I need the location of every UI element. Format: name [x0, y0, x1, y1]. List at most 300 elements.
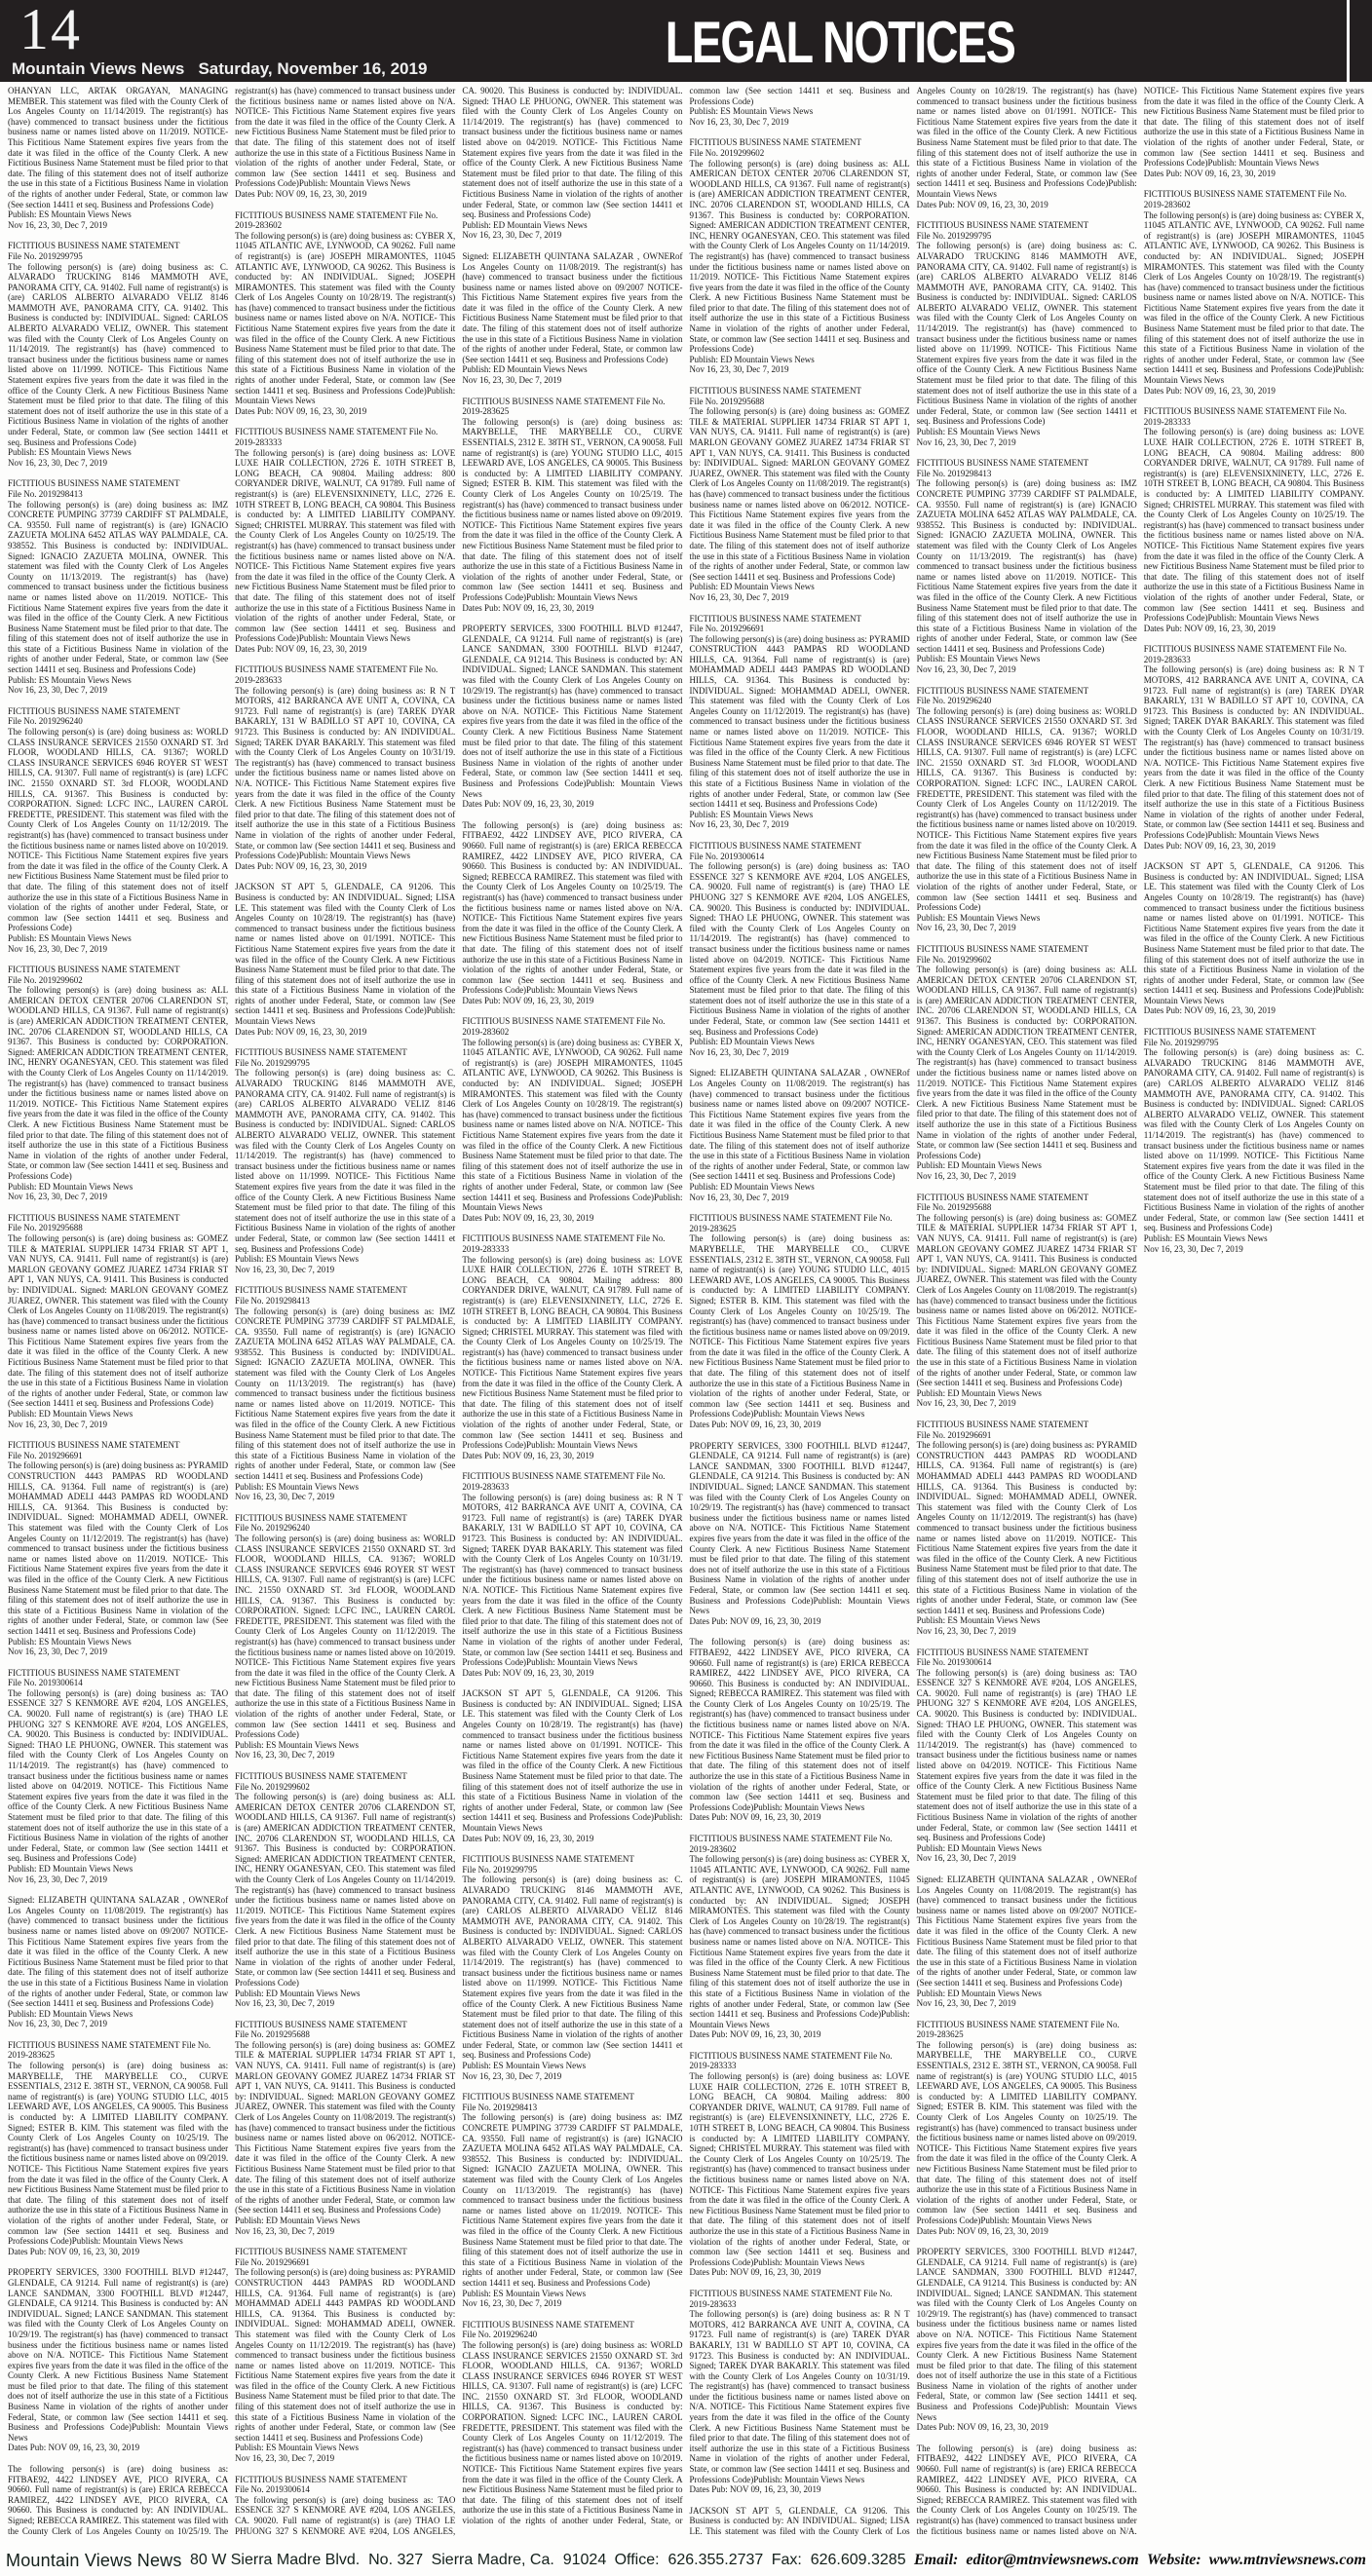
notice-publish-line: Dates Pub: NOV 09, 16, 23, 30, 2019 — [1143, 168, 1276, 178]
notice-header-line: FICTITIOUS BUSINESS NAME STATEMENT — [916, 685, 1089, 696]
legal-notice — [1144, 644, 1364, 851]
notice-header-line: File No. 2019299602 — [916, 954, 992, 965]
legal-notice — [689, 2289, 909, 2495]
notice-header-line: File No. 2019300614 — [235, 2484, 310, 2495]
notice-body: The following person(s) is (are) doing business as: WORLD CLASS INSURANCE SERVICES 21550 OXNARD ST. 3rd FLOOR, WOODLAND HILLS, CA. 91367; WORLD CLASS INSURANCE SERVICES 6946 ROYER ST WEST HILLS, CA. 91307. Full name of registrant(s) is (are) LCFC INC. 21550 OXNARD ST. 3rd FLOOR, WOODLAND HILLS, CA. 91367. This Business is conducted by: CORPORATION. Signed: LCFC INC., LAUREN CAROL FREDETTE, PRESIDENT. This statement was filed with the County Clerk of Los Angeles County on 11/12/2019. The registrant(s) has (have) commenced to transact business under the fictitious business name or names listed above on 10/2019. NOTICE- This Fictitious Name Statement expires five years from the date it was filed in the office of the County Clerk. A new Fictitious Business Name Statement must be filed prior to that date. The filing of this statement does not of itself authorize the use in this state of a Fictitious Business Name in violation of the rights of another under Federal, State, or common law (See section 14411 et seq. Business and Professions Code) — [916, 705, 1137, 913]
notice-publish-line: Nov 16, 23, 30, Dec 7, 2019 — [8, 1647, 107, 1657]
notice-header-line: 2019-283633 — [689, 2298, 737, 2309]
notice-publish-line: Nov 16, 23, 30, Dec 7, 2019 — [235, 1492, 335, 1502]
notice-header-line: FICTITIOUS BUSINESS NAME STATEMENT — [689, 386, 862, 397]
legal-notice — [1144, 189, 1364, 396]
notice-publish-line: Publish: ED Mountain Views News — [235, 1988, 361, 1998]
notice-body: JACKSON ST APT 5, GLENDALE, CA 91206. This Business is conducted by: AN INDIVIDUAL. Signed; LISA LE. This statement was filed with the County Clerk of Los Angeles County on 10/28/19. The registrant(s) has (have) commenced to transact business under the fictitious business name or names listed above on 01/1991. NOTICE- This Fictitious Name Statement expires five years from the date it was filed in the office of the County Clerk. A new Fictitious Business Name Statement must be filed prior to that date. The filing of this statement does not of itself authorize the use in this state of a Fictitious Business Name in violation of the rights of another under Federal, State, or common law (See section 14411 et seq. Business and Professions Code)Publish: Mountain Views News — [689, 86, 1137, 2536]
notice-publish-line: Nov 16, 23, 30, Dec 7, 2019 — [235, 2453, 335, 2464]
notice-header-line: File No. 2019296240 — [235, 1523, 310, 1534]
notice-publish-line: Publish: ED Mountain Views News — [8, 1409, 133, 1420]
notice-publish-line: Nov 16, 23, 30, Dec 7, 2019 — [235, 1750, 335, 1761]
notice-publish-line: Nov 16, 23, 30, Dec 7, 2019 — [689, 591, 789, 602]
notice-header-line: FICTITIOUS BUSINESS NAME STATEMENT — [8, 1212, 180, 1223]
notice-body: PROPERTY SERVICES, 3300 FOOTHILL BLVD #12447, GLENDALE, CA 91214. Full name of registrant(s) is (are) LANCE SANDMAN, 3300 FOOTHILL BLVD #12447, GLENDALE, CA 91214. This Business is conducted by: AN INDIVIDUAL. Signed; LANCE SANDMAN. This statement was filed with the County Clerk of Los Angeles County on 10/29/19. The registrant(s) has (have) commenced to transact business under the fictitious business name or names listed above on N/A. NOTICE- This Fictitious Name Statement expires five years from the date it was filed in the office of the County Clerk. A new Fictitious Business Name Statement must be filed prior to that date. The filing of this statement does not of itself authorize the use in this state of a Fictitious Business Name in violation of the rights of another under Federal, State, or common law (See section 14411 et seq. Business and Professions Code)Publish: Mountain Views News — [8, 2267, 229, 2443]
legal-notice — [8, 478, 228, 695]
notice-publish-line: Nov 16, 23, 30, Dec 7, 2019 — [916, 1170, 1016, 1181]
legal-notice — [235, 427, 455, 654]
notice-header-line: FICTITIOUS BUSINESS NAME STATEMENT File No. — [235, 427, 438, 437]
notice-header-line: 2019-283633 — [1143, 654, 1191, 664]
notice-publish-line: Dates Pub: NOV 09, 16, 23, 30, 2019 — [462, 1833, 594, 1843]
notice-header-line: FICTITIOUS BUSINESS NAME STATEMENT — [689, 613, 862, 624]
notice-publish-line: Publish: ED Mountain Views News — [462, 364, 588, 375]
legal-notice — [917, 944, 1137, 1182]
legal-notice — [8, 2267, 228, 2453]
notice-header-line: File No. 2019299795 — [1143, 1037, 1219, 1047]
legal-notice — [462, 2092, 682, 2308]
footer-email: Email: editor@mtnviewsnews.com — [914, 2552, 1139, 2568]
notice-header-line: FICTITIOUS BUSINESS NAME STATEMENT — [8, 241, 180, 251]
notice-publish-line: Publish: ES Mountain Views News — [462, 2061, 587, 2071]
legal-notice — [235, 1285, 455, 1501]
notice-publish-line: Publish: ED Mountain Views News — [916, 1842, 1042, 1853]
legal-notice — [462, 1016, 682, 1223]
notice-body: The following person(s) is (are) doing business as: LOVE LUXE HAIR COLLECTION, 2726 E. 10TH STREET B, LONG BEACH, CA 90804. Mailing address: 800 CORYANDER DRIVE, WALNUT, CA 91789. Full name of registrant(s) is (are) ELEVENSIXNINETY, LLC, 2726 E. 10TH STREET B, LONG BEACH, CA 90804. This Business is conducted by: A LIMITED LIABILITY COMPANY. Signed; CHRISTEL MURRAY. This statement was filed with the County Clerk of Los Angeles County on 10/25/19. The registrant(s) has (have) commenced to transact business under the fictitious business name or names listed above on N/A. NOTICE- This Fictitious Name Statement expires five years from the date it was filed in the office of the County Clerk. A new Fictitious Business Name Statement must be filed prior to that date. The filing of this statement does not of itself authorize the use in this state of a Fictitious Business Name in violation of the rights of another under Federal, State, or common law (See section 14411 et seq. Business and Professions Code)Publish: Mountain Views News — [1143, 427, 1364, 624]
legal-notice — [235, 2247, 455, 2463]
notice-body: The following person(s) is (are) doing business as: LOVE LUXE HAIR COLLECTION, 2726 E. 10TH STREET B, LONG BEACH, CA 90804. Mailing address: 800 CORYANDER DRIVE, WALNUT, CA 91789. Full name of registrant(s) is (are) ELEVENSIXNINETY, LLC, 2726 E. 10TH STREET B, LONG BEACH, CA 90804. This Business is conducted by: A LIMITED LIABILITY COMPANY. Signed; CHRISTEL MURRAY. This statement was filed with the County Clerk of Los Angeles County on 10/25/19. The registrant(s) has (have) commenced to transact business under the fictitious business name or names listed above on N/A. NOTICE- This Fictitious Name Statement expires five years from the date it was filed in the office of the County Clerk. A new Fictitious Business Name Statement must be filed prior to that date. The filing of this statement does not of itself authorize the use in this state of a Fictitious Business Name in violation of the rights of another under Federal, State, or common law (See section 14411 et seq. Business and Professions Code)Publish: Mountain Views News — [235, 447, 456, 644]
notice-body: The following person(s) is (are) doing business as: GOMEZ TILE & MATERIAL SUPPLIER 14734 FRIAR ST APT 1, VAN NUYS, CA. 91411. Full name of registrant(s) is (are) MARLON GEOVANY GOMEZ JUAREZ 14734 FRIAR ST APT 1, VAN NUYS, CA. 91411. This Business is conducted by: INDIVIDUAL. Signed: MARLON GEOVANY GOMEZ JUAREZ, OWNER. This statement was filed with the County Clerk of Los Angeles County on 11/08/2019. The registrant(s) has (have) commenced to transact business under the fictitious business name or names listed above on 06/2012. NOTICE- This Fictitious Name Statement expires five years from the date it was filed in the office of the County Clerk. A new Fictitious Business Name Statement must be filed prior to that date. The filing of this statement does not of itself authorize the use in this state of a Fictitious Business Name in violation of the rights of another under Federal, State, or common law (See section 14411 et seq. Business and Professions Code) — [8, 1232, 229, 1409]
notice-body: The following person(s) is (are) doing business as: TAO ESSENCE 327 S KENMORE AVE #204, LOS ANGELES, CA. 90020. Full name of registrant(s) is (are) THAO LE PHUONG 327 S KENMORE AVE #204, LOS ANGELES, CA. 90020. This Business is conducted by: INDIVIDUAL. Signed: THAO LE PHUONG, OWNER. This statement was filed with the County Clerk of Los Angeles County on 11/14/2019. The registrant(s) has (have) commenced to transact business under the fictitious business name or names listed above on 04/2019. NOTICE- This Fictitious Name Statement expires five years from the date it was filed in the office of the County Clerk. A new Fictitious Business Name Statement must be filed prior to that date. The filing of this statement does not of itself authorize the use in this state of a Fictitious Business Name in violation of the rights of another under Federal, State, or common law (See section 14411 et seq. Business and Professions Code) — [916, 1667, 1137, 1843]
notice-body: The following person(s) is (are) doing business as: C. ALVARADO TRUCKING 8146 MAMMOTH AVE, PANORAMA CITY, CA. 91402. Full name of registrant(s) is (are) CARLOS ALBERTO ALVARADO VELIZ 8146 MAMMOTH AVE, PANORAMA CITY, CA. 91402. This Business is conducted by: INDIVIDUAL. Signed: CARLOS ALBERTO ALVARADO VELIZ, OWNER. This statement was filed with the County Clerk of Los Angeles County on 11/14/2019. The registrant(s) has (have) commenced to transact business under the fictitious business name or names listed above on 11/1999. NOTICE- This Fictitious Name Statement expires five years from the date it was filed in the office of the County Clerk. A new Fictitious Business Name Statement must be filed prior to that date. The filing of this statement does not of itself authorize the use in this state of a Fictitious Business Name in violation of the rights of another under Federal, State, or common law (See section 14411 et seq. Business and Professions Code) — [235, 1068, 456, 1254]
legal-notice — [235, 882, 455, 1037]
notice-publish-line: Nov 16, 23, 30, Dec 7, 2019 — [235, 2225, 335, 2236]
notice-body: OHANYAN LLC, ARTAK ORGAYAN, MANAGING MEMBER. This statement was filed with the County Clerk of Los Angeles County on 11/14/2019. The registrant(s) has (have) commenced to transact business under the fictitious business name or names listed above on 11/2019. NOTICE- This Fictitious Name Statement expires five years from the date it was filed in the office of the County Clerk. A new Fictitious Business Name Statement must be filed prior to that date. The filing of this statement does not of itself authorize the use in this state of a Fictitious Business Name in violation of the rights of another under Federal, State, or common law (See section 14411 et seq. Business and Professions Code) — [8, 86, 229, 209]
notice-publish-line: Nov 16, 23, 30, Dec 7, 2019 — [8, 943, 107, 954]
notice-header-line: FICTITIOUS BUSINESS NAME STATEMENT File No. — [235, 664, 438, 675]
notice-publish-line: Nov 16, 23, 30, Dec 7, 2019 — [8, 2019, 107, 2029]
notice-body: JACKSON ST APT 5, GLENDALE, CA 91206. This Business is conducted by: AN INDIVIDUAL. Signed; LISA LE. This statement was filed with the County Clerk of Los Angeles County on 10/28/19. The registrant(s) has (have) commenced to transact business under the fictitious business name or names listed above on 01/1991. NOTICE- This Fictitious Name Statement expires five years from the date it was filed in the office of the County Clerk. A new Fictitious Business Name Statement must be filed prior to that date. The filing of this statement does not of itself authorize the use in this state of a Fictitious Business Name in violation of the rights of another under Federal, State, or common law (See section 14411 et seq. Business and Professions Code)Publish: Mountain Views News — [1143, 861, 1364, 1005]
notice-publish-line: Publish: ES Mountain Views News — [916, 912, 1041, 923]
notice-header-line: File No. 2019299602 — [235, 1781, 310, 1792]
notice-body: Signed: ELIZABETH QUINTANA SALAZAR , OWNERof Los Angeles County on 11/08/2019. The registrant(s) has (have) commenced to transact business under the fictitious business name or names listed above on 09/2007 NOTICE- This Fictitious Name Statement expires five years from the date it was filed in the office of the County Clerk. A new Fictitious Business Name Statement must be filed prior to that date. The filing of this statement does not of itself authorize the use in this state of a Fictitious Business Name in violation of the rights of another under Federal, State, or common law (See section 14411 et seq. Business and Professions Code) — [462, 250, 683, 364]
notice-publish-line: Dates Pub: NOV 09, 16, 23, 30, 2019 — [1143, 840, 1276, 851]
notice-header-line: 2019-283633 — [235, 675, 283, 686]
notice-publish-line: Dates Pub: NOV 09, 16, 23, 30, 2019 — [689, 1420, 821, 1430]
legal-notice — [8, 2040, 228, 2256]
page-number: 14 — [19, 0, 82, 61]
notice-header-line: File No. 2019300614 — [916, 1657, 992, 1668]
notice-body: Signed: ELIZABETH QUINTANA SALAZAR , OWNERof Los Angeles County on 11/08/2019. The registrant(s) has (have) commenced to transact business under the fictitious business name or names listed above on 09/2007 NOTICE- This Fictitious Name Statement expires five years from the date it was filed in the office of the County Clerk. A new Fictitious Business Name Statement must be filed prior to that date. The filing of this statement does not of itself authorize the use in this state of a Fictitious Business Name in violation of the rights of another under Federal, State, or common law (See section 14411 et seq. Business and Professions Code) — [8, 1895, 229, 2009]
notice-header-line: File No. 2019296240 — [916, 696, 992, 706]
notice-header-line: FICTITIOUS BUSINESS NAME STATEMENT File No. 2019-283625 — [689, 1213, 893, 1233]
notice-publish-line: Publish: ED Mountain Views News — [462, 219, 588, 230]
legal-notice — [8, 1213, 228, 1429]
legal-notice — [462, 1233, 682, 1460]
notice-publish-line: Nov 16, 23, 30, Dec 7, 2019 — [689, 1192, 789, 1202]
legal-notice — [689, 2051, 909, 2278]
notice-header-line: FICTITIOUS BUSINESS NAME STATEMENT File No. — [689, 2288, 893, 2298]
legal-notice — [8, 1668, 228, 1884]
notice-header-line: 2019-283333 — [1143, 416, 1191, 427]
notice-header-line: File No. 2019295688 — [235, 2029, 310, 2040]
masthead-dateline: Mountain Views News Saturday, November 16, 2019 — [12, 59, 428, 78]
notice-publish-line: Nov 16, 23, 30, Dec 7, 2019 — [916, 1625, 1016, 1636]
notice-publish-line: Nov 16, 23, 30, Dec 7, 2019 — [8, 1874, 107, 1884]
notice-publish-line: Publish: ED Mountain Views News — [8, 2008, 133, 2019]
notice-publish-line: Nov 16, 23, 30, Dec 7, 2019 — [916, 1853, 1016, 1864]
section-title: LEGAL NOTICES — [665, 10, 1015, 75]
notice-publish-line: Nov 16, 23, 30, Dec 7, 2019 — [689, 116, 789, 127]
notice-body: The following person(s) is (are) doing business as: WORLD CLASS INSURANCE SERVICES 21550 OXNARD ST. 3rd FLOOR, WOODLAND HILLS, CA. 91367; WORLD CLASS INSURANCE SERVICES 6946 ROYER ST WEST HILLS, CA. 91307. Full name of registrant(s) is (are) LCFC INC. 21550 OXNARD ST. 3rd FLOOR, WOODLAND HILLS, CA. 91367. This Business is conducted by: CORPORATION. Signed: LCFC INC., LAUREN CAROL FREDETTE, PRESIDENT. This statement was filed with the County Clerk of Los Angeles County on 11/12/2019. The registrant(s) has (have) commenced to transact business under the fictitious business name or names listed above on 10/2019. NOTICE- This Fictitious Name Statement expires five years from the date it was filed in the office of the County Clerk. A new Fictitious Business Name Statement must be filed prior to that date. The filing of this statement does not of itself authorize the use in this state of a Fictitious Business Name in violation of the rights of another under Federal, State, or common law (See section 14411 et seq. Business and Professions Code) — [8, 727, 229, 933]
notice-publish-line: Nov 16, 23, 30, Dec 7, 2019 — [462, 2070, 562, 2081]
legal-notice — [917, 2247, 1137, 2433]
notice-header-line: FICTITIOUS BUSINESS NAME STATEMENT File No. — [1143, 644, 1347, 655]
notice-body: The following person(s) is (are) doing business as: ALL AMERICAN DETOX CENTER 20706 CLARENDON ST, WOODLAND HILLS, CA 91367. Full name of registrant(s) is (are) AMERICAN ADDICTION TREATMENT CENTER, INC. 20706 CLARENDON ST, WOODLAND HILLS, CA 91367. This Business is conducted by: CORPORATION. Signed: AMERICAN ADDICTION TREATMENT CENTER, INC, HENRY OGANESYAN, CEO. This statement was filed with the County Clerk of Los Angeles County on 11/14/2019. The registrant(s) has (have) commenced to transact business under the fictitious business name or names listed above on 11/2019. NOTICE- This Fictitious Name Statement expires five years from the date it was filed in the office of the County Clerk. A new Fictitious Business Name Statement must be filed prior to that date. The filing of this statement does not of itself authorize the use in this state of a Fictitious Business Name in violation of the rights of another under Federal, State, or common law (See section 14411 et seq. Business and Professions Code) — [8, 985, 229, 1181]
notice-publish-line: Dates Pub: NOV 09, 16, 23, 30, 2019 — [689, 1615, 821, 1626]
legal-notice — [689, 1068, 909, 1202]
notice-body: JACKSON ST APT 5, GLENDALE, CA 91206. This Business is conducted by: AN INDIVIDUAL. Signed; LISA LE. This statement was filed with the County Clerk of Los Angeles County on 10/28/19. The registrant(s) has (have) commenced to transact business under the fictitious business name or names listed above on 01/1991. NOTICE- This Fictitious Name Statement expires five years from the date it was filed in the office of the County Clerk. A new Fictitious Business Name Statement must be filed prior to that date. The filing of this statement does not of itself authorize the use in this state of a Fictitious Business Name in violation of the rights of another under Federal, State, or common law (See section 14411 et seq. Business and Professions Code)Publish: Mountain Views News — [462, 1688, 683, 1833]
notice-header-line: FICTITIOUS BUSINESS NAME STATEMENT — [462, 2092, 634, 2102]
notice-header-line: File No. 2019298413 — [916, 468, 992, 478]
notice-publish-line: Nov 16, 23, 30, Dec 7, 2019 — [916, 923, 1016, 933]
notice-publish-line: Dates Pub: NOV 09, 16, 23, 30, 2019 — [8, 2246, 140, 2256]
notice-header-line: FICTITIOUS BUSINESS NAME STATEMENT File No. 2019-283625 — [916, 2019, 1120, 2040]
notice-header-line: 2019-283333 — [689, 2061, 737, 2071]
notice-publish-line: Publish: ED Mountain Views News — [689, 1181, 815, 1192]
notice-publish-line: Publish: ED Mountain Views News — [8, 1863, 133, 1874]
legal-notice — [8, 241, 228, 468]
notice-body: PROPERTY SERVICES, 3300 FOOTHILL BLVD #12447, GLENDALE, CA 91214. Full name of registrant(s) is (are) LANCE SANDMAN, 3300 FOOTHILL BLVD #12447, GLENDALE, CA 91214. This Business is conducted by: AN INDIVIDUAL. Signed; LANCE SANDMAN. This statement was filed with the County Clerk of Los Angeles County on 10/29/19. The registrant(s) has (have) commenced to transact business under the fictitious business name or names listed above on N/A. NOTICE- This Fictitious Name Statement expires five years from the date it was filed in the office of the County Clerk. A new Fictitious Business Name Statement must be filed prior to that date. The filing of this statement does not of itself authorize the use in this state of a Fictitious Business Name in violation of the rights of another under Federal, State, or common law (See section 14411 et seq. Business and Professions Code)Publish: Mountain Views News — [916, 2247, 1137, 2422]
legal-notice — [8, 86, 228, 230]
notice-publish-line: Publish: ES Mountain Views News — [8, 674, 132, 685]
legal-notice — [689, 1834, 909, 2040]
notice-header-line: File No. 2019295688 — [8, 1223, 83, 1233]
notice-publish-line: Publish: ES Mountain Views News — [235, 1481, 359, 1492]
notice-publish-line: Dates Pub: NOV 09, 16, 23, 30, 2019 — [235, 188, 367, 199]
notice-body: The following person(s) is (are) doing business as: GOMEZ TILE & MATERIAL SUPPLIER 14734 FRIAR ST APT 1, VAN NUYS, CA. 91411. Full name of registrant(s) is (are) MARLON GEOVANY GOMEZ JUAREZ 14734 FRIAR ST APT 1, VAN NUYS, CA. 91411. This Business is conducted by: INDIVIDUAL. Signed: MARLON GEOVANY GOMEZ JUAREZ, OWNER. This statement was filed with the County Clerk of Los Angeles County on 11/08/2019. The registrant(s) has (have) commenced to transact business under the fictitious business name or names listed above on 06/2012. NOTICE- This Fictitious Name Statement expires five years from the date it was filed in the office of the County Clerk. A new Fictitious Business Name Statement must be filed prior to that date. The filing of this statement does not of itself authorize the use in this state of a Fictitious Business Name in violation of the rights of another under Federal, State, or common law (See section 14411 et seq. Business and Professions Code) — [689, 406, 910, 582]
notice-body: The following person(s) is (are) doing business as: C. ALVARADO TRUCKING 8146 MAMMOTH AVE, PANORAMA CITY, CA. 91402. Full name of registrant(s) is (are) CARLOS ALBERTO ALVARADO VELIZ 8146 MAMMOTH AVE, PANORAMA CITY, CA. 91402. This Business is conducted by: INDIVIDUAL. Signed: CARLOS ALBERTO ALVARADO VELIZ, OWNER. This statement was filed with the County Clerk of Los Angeles County on 11/14/2019. The registrant(s) has (have) commenced to transact business under the fictitious business name or names listed above on 11/1999. NOTICE- This Fictitious Name Statement expires five years from the date it was filed in the office of the County Clerk. A new Fictitious Business Name Statement must be filed prior to that date. The filing of this statement does not of itself authorize the use in this state of a Fictitious Business Name in violation of the rights of another under Federal, State, or common law (See section 14411 et seq. Business and Professions Code) — [8, 261, 229, 447]
legal-notice — [235, 1513, 455, 1761]
legal-notice — [689, 1213, 909, 1429]
notice-body: The following person(s) is (are) doing business as: MARYBELLE, THE MARYBELLE CO., CURVE ESSENTIALS, 2312 E. 38TH ST., VERNON, CA 90058. Full name of registrant(s) is (are) YOUNG STUDIO LLC, 4015 LEEWARD AVE, LOS ANGELES, CA 90005. This Business is conducted by: A LIMITED LIABILITY COMPANY. Signed; ESTER B. KIM. This statement was filed with the County Clerk of Los Angeles County on 10/25/19. The registrant(s) has (have) commenced to transact business under the fictitious business name or names listed above on 09/2019. NOTICE- This Fictitious Name Statement expires five years from the date it was filed in the office of the County Clerk. A new Fictitious Business Name Statement must be filed prior to that date. The filing of this statement does not of itself authorize the use in this state of a Fictitious Business Name in violation of the rights of another under Federal, State, or common law (See section 14411 et seq. Business and Professions Code)Publish: Mountain Views News — [916, 2039, 1137, 2225]
bar-notch — [1347, 0, 1350, 82]
notice-body: The following person(s) is (are) doing business as: LOVE LUXE HAIR COLLECTION, 2726 E. 10TH STREET B, LONG BEACH, CA 90804. Mailing address: 800 CORYANDER DRIVE, WALNUT, CA 91789. Full name of registrant(s) is (are) ELEVENSIXNINETY, LLC, 2726 E. 10TH STREET B, LONG BEACH, CA 90804. This Business is conducted by: A LIMITED LIABILITY COMPANY. Signed; CHRISTEL MURRAY. This statement was filed with the County Clerk of Los Angeles County on 10/25/19. The registrant(s) has (have) commenced to transact business under the fictitious business name or names listed above on N/A. NOTICE- This Fictitious Name Statement expires five years from the date it was filed in the office of the County Clerk. A new Fictitious Business Name Statement must be filed prior to that date. The filing of this statement does not of itself authorize the use in this state of a Fictitious Business Name in violation of the rights of another under Federal, State, or common law (See section 14411 et seq. Business and Professions Code)Publish: Mountain Views News — [462, 1254, 683, 1451]
notice-publish-line: Publish: ED Mountain Views News — [916, 1988, 1042, 1998]
notice-header-line: FICTITIOUS BUSINESS NAME STATEMENT File No. 2019-283625 — [8, 2039, 211, 2061]
legal-notice — [689, 841, 909, 1057]
notice-publish-line: Dates Pub: NOV 09, 16, 23, 30, 2019 — [916, 199, 1048, 209]
notice-publish-line: Dates Pub: NOV 09, 16, 23, 30, 2019 — [916, 2225, 1048, 2236]
notice-body: The following person(s) is (are) doing business as: PYRAMID CONSTRUCTION 4443 PAMPAS RD WOODLAND HILLS, CA. 91364. Full name of registrant(s) is (are) MOHAMMAD ADELI 4443 PAMPAS RD WOODLAND HILLS, CA. 91364. This Business is conducted by: INDIVIDUAL. Signed: MOHAMMAD ADELI, OWNER. This statement was filed with the County Clerk of Los Angeles County on 11/12/2019. The registrant(s) has (have) commenced to transact business under the fictitious business name or names listed above on 11/2019. NOTICE- This Fictitious Name Statement expires five years from the date it was filed in the office of the County Clerk. A new Fictitious Business Name Statement must be filed prior to that date. The filing of this statement does not of itself authorize the use in this state of a Fictitious Business Name in violation of the rights of another under Federal, State, or common law (See section 14411 et seq. Business and Professions Code) — [916, 1440, 1137, 1615]
notice-header-line: FICTITIOUS BUSINESS NAME STATEMENT — [235, 2019, 407, 2029]
notice-header-line: FICTITIOUS BUSINESS NAME STATEMENT — [8, 705, 180, 716]
notice-publish-line: Nov 16, 23, 30, Dec 7, 2019 — [462, 375, 562, 386]
legal-notice — [917, 2020, 1137, 2236]
notice-body: The following person(s) is (are) doing business as: CYBER X, 11045 ATLANTIC AVE, LYNWOOD, CA 90262. Full name of registrant(s) is (are) JOSEPH MIRAMONTES, 11045 ATLANTIC AVE, LYNWOOD, CA 90262. This Business is conducted by: AN INDIVIDUAL. Signed; JOSEPH MIRAMONTES. This statement was filed with the County Clerk of Los Angeles County on 10/28/19. The registrant(s) has (have) commenced to transact business under the fictitious business name or names listed above on N/A. NOTICE- This Fictitious Name Statement expires five years from the date it was filed in the office of the County Clerk. A new Fictitious Business Name Statement must be filed prior to that date. The filing of this statement does not of itself authorize the use in this state of a Fictitious Business Name in violation of the rights of another under Federal, State, or common law (See section 14411 et seq. Business and Professions Code)Publish: Mountain Views News — [689, 1854, 910, 2029]
notice-body: Signed: ELIZABETH QUINTANA SALAZAR , OWNERof Los Angeles County on 11/08/2019. The registrant(s) has (have) commenced to transact business under the fictitious business name or names listed above on 09/2007 NOTICE- This Fictitious Name Statement expires five years from the date it was filed in the office of the County Clerk. A new Fictitious Business Name Statement must be filed prior to that date. The filing of this statement does not of itself authorize the use in this state of a Fictitious Business Name in violation of the rights of another under Federal, State, or common law (See section 14411 et seq. Business and Professions Code) — [916, 1874, 1137, 1988]
legal-notice — [1144, 861, 1364, 1016]
legal-notice — [235, 1047, 455, 1274]
notice-header-line: FICTITIOUS BUSINESS NAME STATEMENT — [235, 2247, 407, 2257]
notice-body: JACKSON ST APT 5, GLENDALE, CA 91206. This Business is conducted by: AN INDIVIDUAL. Signed; LISA LE. This statement was filed with the County Clerk of Los Angeles County on 10/28/19. The registrant(s) has (have) commenced to transact business under the fictitious business name or names listed above on 01/1991. NOTICE- This Fictitious Name Statement expires five years from the date it was filed in the office of the County Clerk. A new Fictitious Business Name Statement must be filed prior to that date. The filing of this statement does not of itself authorize the use in this state of a Fictitious Business Name in violation of the rights of another under Federal, State, or common law (See section 14411 et seq. Business and Professions Code)Publish: Mountain Views News — [235, 882, 456, 1027]
notice-body: The following person(s) is (are) doing business as: FITBAE92, 4422 LINDSEY AVE, PICO RIVERA, CA 90660. Full name of registrant(s) is (are) ERICA REBECCA RAMIREZ, 4422 LINDSEY AVE, PICO RIVERA, CA 90660. This Business is conducted by: AN INDIVIDUAL. Signed; REBECCA RAMIREZ. This statement was filed with the County Clerk of Los Angeles County on 10/25/19. The registrant(s) has (have) commenced to transact business under the fictitious business name or names listed above on N/A. NOTICE- This Fictitious Name Statement expires five years from the date it was filed in the office of the County Clerk. A new Fictitious Business Name Statement must be filed prior to that date. The filing of this statement does not of itself authorize the use in this state of a Fictitious Business Name in violation of the rights of another under Federal, State, or common law (See section 14411 et seq. Business and Professions Code)Publish: Mountain Views News — [689, 1637, 910, 1812]
notice-body: The following person(s) is (are) doing business as: CYBER X, 11045 ATLANTIC AVE, LYNWOOD, CA 90262. Full name of registrant(s) is (are) JOSEPH MIRAMONTES, 11045 ATLANTIC AVE, LYNWOOD, CA 90262. This Business is conducted by: AN INDIVIDUAL. Signed; JOSEPH MIRAMONTES. This statement was filed with the County Clerk of Los Angeles County on 10/28/19. The registrant(s) has (have) commenced to transact business under the fictitious business name or names listed above on N/A. NOTICE- This Fictitious Name Statement expires five years from the date it was filed in the office of the County Clerk. A new Fictitious Business Name Statement must be filed prior to that date. The filing of this statement does not of itself authorize the use in this state of a Fictitious Business Name in violation of the rights of another under Federal, State, or common law (See section 14411 et seq. Business and Professions Code)Publish: Mountain Views News — [235, 230, 456, 406]
legal-notice — [689, 614, 909, 830]
notice-body: The following person(s) is (are) doing business as: PYRAMID CONSTRUCTION 4443 PAMPAS RD WOODLAND HILLS, CA. 91364. Full name of registrant(s) is (are) MOHAMMAD ADELI 4443 PAMPAS RD WOODLAND HILLS, CA. 91364. This Business is conducted by: INDIVIDUAL. Signed: MOHAMMAD ADELI, OWNER. This statement was filed with the County Clerk of Los Angeles County on 11/12/2019. The registrant(s) has (have) commenced to transact business under the fictitious business name or names listed above on 11/2019. NOTICE- This Fictitious Name Statement expires five years from the date it was filed in the office of the County Clerk. A new Fictitious Business Name Statement must be filed prior to that date. The filing of this statement does not of itself authorize the use in this state of a Fictitious Business Name in violation of the rights of another under Federal, State, or common law (See section 14411 et seq. Business and Professions Code) — [8, 1460, 229, 1636]
notice-header-line: FICTITIOUS BUSINESS NAME STATEMENT — [235, 2474, 407, 2484]
notice-header-line: FICTITIOUS BUSINESS NAME STATEMENT — [689, 840, 862, 851]
notice-publish-line: Publish: ES Mountain Views News — [235, 1739, 359, 1750]
notice-body: The following person(s) is (are) doing business as: LOVE LUXE HAIR COLLECTION, 2726 E. 10TH STREET B, LONG BEACH, CA 90804. Mailing address: 800 CORYANDER DRIVE, WALNUT, CA 91789. Full name of registrant(s) is (are) ELEVENSIXNINETY, LLC, 2726 E. 10TH STREET B, LONG BEACH, CA 90804. This Business is conducted by: A LIMITED LIABILITY COMPANY. Signed; CHRISTEL MURRAY. This statement was filed with the County Clerk of Los Angeles County on 10/25/19. The registrant(s) has (have) commenced to transact business under the fictitious business name or names listed above on N/A. NOTICE- This Fictitious Name Statement expires five years from the date it was filed in the office of the County Clerk. A new Fictitious Business Name Statement must be filed prior to that date. The filing of this statement does not of itself authorize the use in this state of a Fictitious Business Name in violation of the rights of another under Federal, State, or common law (See section 14411 et seq. Business and Professions Code)Publish: Mountain Views News — [689, 2071, 910, 2267]
notice-publish-line: Publish: ES Mountain Views News — [8, 932, 132, 943]
notice-publish-line: Publish: ED Mountain Views News — [689, 1037, 815, 1047]
notice-body: The following person(s) is (are) doing business as: ALL AMERICAN DETOX CENTER 20706 CLARENDON ST, WOODLAND HILLS, CA 91367. Full name of registrant(s) is (are) AMERICAN ADDICTION TREATMENT CENTER, INC. 20706 CLARENDON ST, WOODLAND HILLS, CA 91367. This Business is conducted by: CORPORATION. Signed: AMERICAN ADDICTION TREATMENT CENTER, INC, HENRY OGANESYAN, CEO. This statement was filed with the County Clerk of Los Angeles County on 11/14/2019. The registrant(s) has (have) commenced to transact business under the fictitious business name or names listed above on 11/2019. NOTICE- This Fictitious Name Statement expires five years from the date it was filed in the office of the County Clerk. A new Fictitious Business Name Statement must be filed prior to that date. The filing of this statement does not of itself authorize the use in this state of a Fictitious Business Name in violation of the rights of another under Federal, State, or common law (See section 14411 et seq. Business and Professions Code) — [235, 1792, 456, 1988]
notice-header-line: FICTITIOUS BUSINESS NAME STATEMENT File No. 2019-283625 — [462, 396, 666, 417]
legal-notice — [235, 1771, 455, 2009]
notice-publish-line: Nov 16, 23, 30, Dec 7, 2019 — [916, 664, 1016, 675]
notice-publish-line: Dates Pub: NOV 09, 16, 23, 30, 2019 — [689, 2029, 821, 2040]
legal-notice — [462, 1688, 682, 1843]
notice-header-line: FICTITIOUS BUSINESS NAME STATEMENT — [8, 478, 180, 489]
notice-publish-line: Nov 16, 23, 30, Dec 7, 2019 — [462, 2298, 562, 2309]
page-footer — [0, 2545, 1372, 2576]
notice-body: The following person(s) is (are) doing business as: C. ALVARADO TRUCKING 8146 MAMMOTH AVE, PANORAMA CITY, CA. 91402. Full name of registrant(s) is (are) CARLOS ALBERTO ALVARADO VELIZ 8146 MAMMOTH AVE, PANORAMA CITY, CA. 91402. This Business is conducted by: INDIVIDUAL. Signed: CARLOS ALBERTO ALVARADO VELIZ, OWNER. This statement was filed with the County Clerk of Los Angeles County on 11/14/2019. The registrant(s) has (have) commenced to transact business under the fictitious business name or names listed above on 11/1999. NOTICE- This Fictitious Name Statement expires five years from the date it was filed in the office of the County Clerk. A new Fictitious Business Name Statement must be filed prior to that date. The filing of this statement does not of itself authorize the use in this state of a Fictitious Business Name in violation of the rights of another under Federal, State, or common law (See section 14411 et seq. Business and Professions Code) — [462, 1875, 683, 2061]
legal-notice — [235, 2020, 455, 2236]
notice-publish-line: Publish: ES Mountain Views News — [462, 2288, 587, 2298]
notice-header-line: File No. 2019299795 — [8, 250, 83, 261]
legal-notice — [1144, 406, 1364, 633]
legal-notice — [917, 220, 1137, 447]
notice-publish-line: Nov 16, 23, 30, Dec 7, 2019 — [8, 1192, 107, 1202]
notice-header-line: FICTITIOUS BUSINESS NAME STATEMENT File No. — [1143, 406, 1347, 417]
notice-publish-line: Nov 16, 23, 30, Dec 7, 2019 — [8, 1419, 107, 1429]
notice-header-line: FICTITIOUS BUSINESS NAME STATEMENT File No. — [462, 1471, 666, 1482]
notice-publish-line: Publish: ES Mountain Views News — [8, 1636, 132, 1647]
notice-body: The following person(s) is (are) doing business as: C. ALVARADO TRUCKING 8146 MAMMOTH AVE, PANORAMA CITY, CA. 91402. Full name of registrant(s) is (are) CARLOS ALBERTO ALVARADO VELIZ 8146 MAMMOTH AVE, PANORAMA CITY, CA. 91402. This Business is conducted by: INDIVIDUAL. Signed: CARLOS ALBERTO ALVARADO VELIZ, OWNER. This statement was filed with the County Clerk of Los Angeles County on 11/14/2019. The registrant(s) has (have) commenced to transact business under the fictitious business name or names listed above on 11/1999. NOTICE- This Fictitious Name Statement expires five years from the date it was filed in the office of the County Clerk. A new Fictitious Business Name Statement must be filed prior to that date. The filing of this statement does not of itself authorize the use in this state of a Fictitious Business Name in violation of the rights of another under Federal, State, or common law (See section 14411 et seq. Business and Professions Code) — [916, 241, 1137, 427]
notice-body: The following person(s) is (are) doing business as: TAO ESSENCE 327 S KENMORE AVE #204, LOS ANGELES, CA. 90020. Full name of registrant(s) is (are) THAO LE PHUONG 327 S KENMORE AVE #204, LOS ANGELES, CA. 90020. This Business is conducted by: INDIVIDUAL. Signed: THAO LE PHUONG, OWNER. This statement was filed with the County Clerk of Los Angeles County on 11/14/2019. The registrant(s) has (have) commenced to transact business under the fictitious business name or names listed above on 04/2019. NOTICE- This Fictitious Name Statement expires five years from the date it was filed in the office of the County Clerk. A new Fictitious Business Name Statement must be filed prior to that date. The filing of this statement does not of itself authorize the use in this state of a Fictitious Business Name in violation of the rights of another under Federal, State, or common law (See section 14411 et seq. Business and Professions Code) — [8, 1687, 229, 1864]
notice-body: The following person(s) is (are) doing business as: FITBAE92, 4422 LINDSEY AVE, PICO RIVERA, CA 90660. Full name of registrant(s) is (are) ERICA REBECCA RAMIREZ, 4422 LINDSEY AVE, PICO RIVERA, CA 90660. This Business is conducted by: AN INDIVIDUAL. Signed; REBECCA RAMIREZ. This statement was filed with the County Clerk of Los Angeles County on 10/25/19. The registrant(s) has (have) commenced to transact business under the fictitious business name or names listed above on N/A. NOTICE- This Fictitious Name Statement expires five years from the date it was filed in the office of the County Clerk. A new Fictitious Business Name Statement must be filed prior to that date. The filing of this statement does not of itself authorize the use in this state of a Fictitious Business Name in violation of the rights of another under Federal, State, or common law (See section 14411 et seq. Business and Professions Code)Publish: Mountain Views News — [8, 86, 456, 2536]
notice-header-line: FICTITIOUS BUSINESS NAME STATEMENT File No. — [689, 2050, 893, 2061]
notice-publish-line: Publish: ED Mountain Views News — [916, 1160, 1042, 1171]
legal-notice — [235, 210, 455, 417]
notices-columns — [0, 86, 1372, 2543]
notice-header-line: File No. 2019299795 — [916, 230, 992, 241]
notice-header-line: FICTITIOUS BUSINESS NAME STATEMENT — [8, 1667, 180, 1678]
notice-publish-line: Publish: ES Mountain Views News — [1143, 1232, 1268, 1243]
legal-notice — [462, 820, 682, 1006]
notice-header-line: FICTITIOUS BUSINESS NAME STATEMENT — [8, 965, 180, 975]
legal-notice — [462, 1471, 682, 1678]
notice-header-line: FICTITIOUS BUSINESS NAME STATEMENT — [916, 1192, 1089, 1202]
notice-header-line: File No. 2019298413 — [235, 1295, 310, 1306]
notice-body: The following person(s) is (are) doing business as: R N T MOTORS, 412 BARRANCA AVE UNIT A, COVINA, CA 91723. Full name of registrant(s) is (are) TAREK DYAR BAKARLY, 131 W BADILLO ST APT 10, COVINA, CA 91723. This Business is conducted by: AN INDIVIDUAL. Signed; TAREK DYAR BAKARLY. This statement was filed with the County Clerk of Los Angeles County on 10/31/19. The registrant(s) has (have) commenced to transact business under the fictitious business name or names listed above on N/A. NOTICE- This Fictitious Name Statement expires five years from the date it was filed in the office of the County Clerk. A new Fictitious Business Name Statement must be filed prior to that date. The filing of this statement does not of itself authorize the use in this state of a Fictitious Business Name in violation of the rights of another under Federal, State, or common law (See section 14411 et seq. Business and Professions Code)Publish: Mountain Views News — [462, 1492, 683, 1668]
notice-publish-line: Nov 16, 23, 30, Dec 7, 2019 — [689, 1046, 789, 1057]
notice-header-line: File No. 2019296691 — [689, 624, 765, 634]
notice-publish-line: Dates Pub: NOV 09, 16, 23, 30, 2019 — [689, 2484, 821, 2495]
notice-header-line: FICTITIOUS BUSINESS NAME STATEMENT File No. 2019-283602 — [235, 209, 438, 231]
notice-publish-line: Dates Pub: NOV 09, 16, 23, 30, 2019 — [462, 1212, 594, 1223]
notice-publish-line: Dates Pub: NOV 09, 16, 23, 30, 2019 — [462, 799, 594, 810]
footer-fax: Fax: 626.609.3285 — [771, 2552, 906, 2568]
notice-publish-line: Nov 16, 23, 30, Dec 7, 2019 — [462, 230, 562, 241]
notice-body: The following person(s) is (are) doing business as: IMZ CONCRETE PUMPING 37739 CARDIFF ST PALMDALE, CA. 93550. Full name of registrant(s) is (are) IGNACIO ZAZUETA MOLINA 6452 ATLAS WAY PALMDALE, CA. 938552. This Business is conducted by: INDIVIDUAL. Signed: IGNACIO ZAZUETA MOLINA, OWNER. This statement was filed with the County Clerk of Los Angeles County on 11/13/2019. The registrant(s) has (have) commenced to transact business under the fictitious business name or names listed above on 11/2019. NOTICE- This Fictitious Name Statement expires five years from the date it was filed in the office of the County Clerk. A new Fictitious Business Name Statement must be filed prior to that date. The filing of this statement does not of itself authorize the use in this state of a Fictitious Business Name in violation of the rights of another under Federal, State, or common law (See section 14411 et seq. Business and Professions Code) — [8, 499, 229, 675]
notice-header-line: File No. 2019296240 — [8, 716, 83, 727]
notice-publish-line: Publish: ES Mountain Views News — [689, 106, 814, 117]
notice-header-line: FICTITIOUS BUSINESS NAME STATEMENT — [1143, 1027, 1316, 1038]
notice-body: PROPERTY SERVICES, 3300 FOOTHILL BLVD #12447, GLENDALE, CA 91214. Full name of registrant(s) is (are) LANCE SANDMAN, 3300 FOOTHILL BLVD #12447, GLENDALE, CA 91214. This Business is conducted by: AN INDIVIDUAL. Signed; LANCE SANDMAN. This statement was filed with the County Clerk of Los Angeles County on 10/29/19. The registrant(s) has (have) commenced to transact business under the fictitious business name or names listed above on N/A. NOTICE- This Fictitious Name Statement expires five years from the date it was filed in the office of the County Clerk. A new Fictitious Business Name Statement must be filed prior to that date. The filing of this statement does not of itself authorize the use in this state of a Fictitious Business Name in violation of the rights of another under Federal, State, or common law (See section 14411 et seq. Business and Professions Code)Publish: Mountain Views News — [462, 624, 683, 799]
notice-header-line: FICTITIOUS BUSINESS NAME STATEMENT File No. 2019-283602 — [689, 1834, 893, 1854]
notice-header-line: FICTITIOUS BUSINESS NAME STATEMENT — [916, 220, 1089, 231]
legal-notice — [462, 251, 682, 386]
notice-publish-line: Nov 16, 23, 30, Dec 7, 2019 — [1143, 1243, 1243, 1254]
notice-publish-line: Dates Pub: NOV 09, 16, 23, 30, 2019 — [462, 1450, 594, 1460]
legal-notice — [917, 1193, 1137, 1409]
notice-header-line: FICTITIOUS BUSINESS NAME STATEMENT — [916, 1647, 1089, 1657]
notice-publish-line: Publish: ED Mountain Views News — [689, 582, 815, 592]
notice-header-line: File No. 2019295688 — [689, 396, 765, 406]
notice-header-line: FICTITIOUS BUSINESS NAME STATEMENT — [916, 1420, 1089, 1430]
notice-publish-line: Dates Pub: NOV 09, 16, 23, 30, 2019 — [916, 2422, 1048, 2433]
notice-header-line: FICTITIOUS BUSINESS NAME STATEMENT — [235, 1771, 407, 1782]
notice-body: The following person(s) is (are) doing business as: FITBAE92, 4422 LINDSEY AVE, PICO RIVERA, CA 90660. Full name of registrant(s) is (are) ERICA REBECCA RAMIREZ, 4422 LINDSEY AVE, PICO RIVERA, CA 90660. This Business is conducted by: AN INDIVIDUAL. Signed; REBECCA RAMIREZ. This statement was filed with the County Clerk of Los Angeles County on 10/25/19. The registrant(s) has (have) commenced to transact business under the fictitious business name or names listed above on N/A. NOTICE- This Fictitious Name Statement expires five years from the date it was filed in the office of the County Clerk. A new Fictitious Business Name Statement must be filed prior to that date. The filing of this statement does not of itself authorize the use in this state of a Fictitious Business Name in violation of the rights of another under Federal, State, or common law (See section 14411 et seq. Business and Professions Code)Publish: Mountain Views News — [462, 819, 683, 996]
notice-publish-line: Nov 16, 23, 30, Dec 7, 2019 — [916, 436, 1016, 447]
notice-publish-line: Dates Pub: NOV 09, 16, 23, 30, 2019 — [1143, 623, 1276, 633]
legal-notice — [689, 1637, 909, 1823]
notice-body: The following person(s) is (are) doing business as: WORLD CLASS INSURANCE SERVICES 21550 OXNARD ST. 3rd FLOOR, WOODLAND HILLS, CA. 91367; WORLD CLASS INSURANCE SERVICES 6946 ROYER ST WEST HILLS, CA. 91307. Full name of registrant(s) is (are) LCFC INC. 21550 OXNARD ST. 3rd FLOOR, WOODLAND HILLS, CA. 91367. This Business is conducted by: CORPORATION. Signed: LCFC INC., LAUREN CAROL FREDETTE, PRESIDENT. This statement was filed with the County Clerk of Los Angeles County on 11/12/2019. The registrant(s) has (have) commenced to transact business under the fictitious business name or names listed above on 10/2019. NOTICE- This Fictitious Name Statement expires five years from the date it was filed in the office of the County Clerk. A new Fictitious Business Name Statement must be filed prior to that date. The filing of this statement does not of itself authorize the use in this state of a Fictitious Business Name in violation of the rights of another under Federal, State, or common law (See section 14411 et seq. Business and Professions Code) — [462, 86, 910, 2525]
legal-notice — [462, 1854, 682, 2081]
notice-publish-line: Publish: ES Mountain Views News — [8, 209, 132, 220]
notice-body: The following person(s) is (are) doing business as: PYRAMID CONSTRUCTION 4443 PAMPAS RD WOODLAND HILLS, CA. 91364. Full name of registrant(s) is (are) MOHAMMAD ADELI 4443 PAMPAS RD WOODLAND HILLS, CA. 91364. This Business is conducted by: INDIVIDUAL. Signed: MOHAMMAD ADELI, OWNER. This statement was filed with the County Clerk of Los Angeles County on 11/12/2019. The registrant(s) has (have) commenced to transact business under the fictitious business name or names listed above on 11/2019. NOTICE- This Fictitious Name Statement expires five years from the date it was filed in the office of the County Clerk. A new Fictitious Business Name Statement must be filed prior to that date. The filing of this statement does not of itself authorize the use in this state of a Fictitious Business Name in violation of the rights of another under Federal, State, or common law (See section 14411 et seq. Business and Professions Code) — [689, 633, 910, 810]
notice-body: The following person(s) is (are) doing business as: R N T MOTORS, 412 BARRANCA AVE UNIT A, COVINA, CA 91723. Full name of registrant(s) is (are) TAREK DYAR BAKARLY, 131 W BADILLO ST APT 10, COVINA, CA 91723. This Business is conducted by: AN INDIVIDUAL. Signed; TAREK DYAR BAKARLY. This statement was filed with the County Clerk of Los Angeles County on 10/31/19. The registrant(s) has (have) commenced to transact business under the fictitious business name or names listed above on N/A. NOTICE- This Fictitious Name Statement expires five years from the date it was filed in the office of the County Clerk. A new Fictitious Business Name Statement must be filed prior to that date. The filing of this statement does not of itself authorize the use in this state of a Fictitious Business Name in violation of the rights of another under Federal, State, or common law (See section 14411 et seq. Business and Professions Code)Publish: Mountain Views News — [1143, 664, 1364, 840]
footer-office-phone: Office: 626.355.2737 — [614, 2552, 764, 2568]
footer-paper-name: Mountain Views News — [6, 2550, 182, 2570]
notice-publish-line: Dates Pub: NOV 09, 16, 23, 30, 2019 — [689, 1812, 821, 1823]
legal-notice — [8, 965, 228, 1202]
notice-header-line: FICTITIOUS BUSINESS NAME STATEMENT File No. — [462, 1233, 666, 1244]
notice-header-line: File No. 2019295688 — [916, 1202, 992, 1213]
notice-header-line: File No. 2019296691 — [235, 2256, 310, 2267]
notice-header-line: File No. 2019296691 — [916, 1429, 992, 1440]
notice-header-line: FICTITIOUS BUSINESS NAME STATEMENT — [235, 1512, 407, 1523]
notice-body: The following person(s) is (are) doing business as: FITBAE92, 4422 LINDSEY AVE, PICO RIVERA, CA 90660. Full name of registrant(s) is (are) ERICA REBECCA RAMIREZ, 4422 LINDSEY AVE, PICO RIVERA, CA 90660. This Business is conducted by: AN INDIVIDUAL. Signed; REBECCA RAMIREZ. This statement was filed with the County Clerk of Los Angeles County on 10/25/19. The registrant(s) has (have) commenced to transact business under the fictitious business name or names listed above on N/A. NOTICE- This Fictitious Name Statement expires five years from the date it was filed in the office of the County Clerk. A new Fictitious Business Name Statement must be filed prior to that date. The filing of this statement does not of itself authorize the use in this state of a Fictitious Business Name in violation of the rights of another under Federal, State, or common law (See section 14411 et seq. Business and Professions Code)Publish: Mountain Views News — [916, 86, 1364, 2536]
notice-publish-line: Publish: ES Mountain Views News — [916, 1615, 1041, 1626]
notice-header-line: FICTITIOUS BUSINESS NAME STATEMENT File No. 2019-283602 — [1143, 189, 1347, 209]
footer-city: Sierra Madre, Ca. 91024 — [431, 2552, 607, 2568]
notice-body: The following person(s) is (are) doing business as: R N T MOTORS, 412 BARRANCA AVE UNIT A, COVINA, CA 91723. Full name of registrant(s) is (are) TAREK DYAR BAKARLY, 131 W BADILLO ST APT 10, COVINA, CA 91723. This Business is conducted by: AN INDIVIDUAL. Signed; TAREK DYAR BAKARLY. This statement was filed with the County Clerk of Los Angeles County on 10/31/19. The registrant(s) has (have) commenced to transact business under the fictitious business name or names listed above on N/A. NOTICE- This Fictitious Name Statement expires five years from the date it was filed in the office of the County Clerk. A new Fictitious Business Name Statement must be filed prior to that date. The filing of this statement does not of itself authorize the use in this state of a Fictitious Business Name in violation of the rights of another under Federal, State, or common law (See section 14411 et seq. Business and Professions Code)Publish: Mountain Views News — [235, 685, 456, 861]
notice-header-line: File No. 2019296240 — [462, 2330, 538, 2340]
notice-header-line: File No. 2019299602 — [689, 147, 765, 158]
notice-publish-line: Nov 16, 23, 30, Dec 7, 2019 — [689, 819, 789, 830]
notice-header-line: 2019-283333 — [235, 437, 283, 447]
notice-publish-line: Publish: ES Mountain Views News — [916, 427, 1041, 436]
notice-body: The following person(s) is (are) doing business as: R N T MOTORS, 412 BARRANCA AVE UNIT A, COVINA, CA 91723. Full name of registrant(s) is (are) TAREK DYAR BAKARLY, 131 W BADILLO ST APT 10, COVINA, CA 91723. This Business is conducted by: AN INDIVIDUAL. Signed; TAREK DYAR BAKARLY. This statement was filed with the County Clerk of Los Angeles County on 10/31/19. The registrant(s) has (have) commenced to transact business under the fictitious business name or names listed above on N/A. NOTICE- This Fictitious Name Statement expires five years from the date it was filed in the office of the County Clerk. A new Fictitious Business Name Statement must be filed prior to that date. The filing of this statement does not of itself authorize the use in this state of a Fictitious Business Name in violation of the rights of another under Federal, State, or common law (See section 14411 et seq. Business and Professions Code)Publish: Mountain Views News — [689, 2309, 910, 2484]
notice-publish-line: Nov 16, 23, 30, Dec 7, 2019 — [689, 364, 789, 375]
legal-notice — [917, 1875, 1137, 2009]
notice-body: The following person(s) is (are) doing business as: MARYBELLE, THE MARYBELLE CO., CURVE ESSENTIALS, 2312 E. 38TH ST., VERNON, CA 90058. Full name of registrant(s) is (are) YOUNG STUDIO LLC, 4015 LEEWARD AVE, LOS ANGELES, CA 90005. This Business is conducted by: A LIMITED LIABILITY COMPANY. Signed; ESTER B. KIM. This statement was filed with the County Clerk of Los Angeles County on 10/25/19. The registrant(s) has (have) commenced to transact business under the fictitious business name or names listed above on 09/2019. NOTICE- This Fictitious Name Statement expires five years from the date it was filed in the office of the County Clerk. A new Fictitious Business Name Statement must be filed prior to that date. The filing of this statement does not of itself authorize the use in this state of a Fictitious Business Name in violation of the rights of another under Federal, State, or common law (See section 14411 et seq. Business and Professions Code)Publish: Mountain Views News — [462, 416, 683, 602]
notice-body: The following person(s) is (are) doing business as: C. ALVARADO TRUCKING 8146 MAMMOTH AVE, PANORAMA CITY, CA. 91402. Full name of registrant(s) is (are) CARLOS ALBERTO ALVARADO VELIZ 8146 MAMMOTH AVE, PANORAMA CITY, CA. 91402. This Business is conducted by: INDIVIDUAL. Signed: CARLOS ALBERTO ALVARADO VELIZ, OWNER. This statement was filed with the County Clerk of Los Angeles County on 11/14/2019. The registrant(s) has (have) commenced to transact business under the fictitious business name or names listed above on 11/1999. NOTICE- This Fictitious Name Statement expires five years from the date it was filed in the office of the County Clerk. A new Fictitious Business Name Statement must be filed prior to that date. The filing of this statement does not of itself authorize the use in this state of a Fictitious Business Name in violation of the rights of another under Federal, State, or common law (See section 14411 et seq. Business and Professions Code) — [1143, 1047, 1364, 1233]
notice-body: The following person(s) is (are) doing business as: GOMEZ TILE & MATERIAL SUPPLIER 14734 FRIAR ST APT 1, VAN NUYS, CA. 91411. Full name of registrant(s) is (are) MARLON GEOVANY GOMEZ JUAREZ 14734 FRIAR ST APT 1, VAN NUYS, CA. 91411. This Business is conducted by: INDIVIDUAL. Signed: MARLON GEOVANY GOMEZ JUAREZ, OWNER. This statement was filed with the County Clerk of Los Angeles County on 11/08/2019. The registrant(s) has (have) commenced to transact business under the fictitious business name or names listed above on 06/2012. NOTICE- This Fictitious Name Statement expires five years from the date it was filed in the office of the County Clerk. A new Fictitious Business Name Statement must be filed prior to that date. The filing of this statement does not of itself authorize the use in this state of a Fictitious Business Name in violation of the rights of another under Federal, State, or common law (See section 14411 et seq. Business and Professions Code) — [235, 2039, 456, 2216]
notice-publish-line: Nov 16, 23, 30, Dec 7, 2019 — [8, 457, 107, 468]
notice-header-line: FICTITIOUS BUSINESS NAME STATEMENT — [689, 137, 862, 148]
legal-notice — [235, 664, 455, 871]
legal-notice — [462, 624, 682, 810]
legal-notice — [689, 386, 909, 602]
notice-body: PROPERTY SERVICES, 3300 FOOTHILL BLVD #12447, GLENDALE, CA 91214. Full name of registrant(s) is (are) LANCE SANDMAN, 3300 FOOTHILL BLVD #12447, GLENDALE, CA 91214. This Business is conducted by: AN INDIVIDUAL. Signed; LANCE SANDMAN. This statement was filed with the County Clerk of Los Angeles County on 10/29/19. The registrant(s) has (have) commenced to transact business under the fictitious business name or names listed above on N/A. NOTICE- This Fictitious Name Statement expires five years from the date it was filed in the office of the County Clerk. A new Fictitious Business Name Statement must be filed prior to that date. The filing of this statement does not of itself authorize the use in this state of a Fictitious Business Name in violation of the rights of another under Federal, State, or common law (See section 14411 et seq. Business and Professions Code)Publish: Mountain Views News — [689, 1440, 910, 1616]
footer-address: 80 W Sierra Madre Blvd. No. 327 — [189, 2552, 424, 2568]
page-header-bar — [0, 0, 1372, 82]
notice-publish-line: Nov 16, 23, 30, Dec 7, 2019 — [235, 1264, 335, 1274]
notice-body: The following person(s) is (are) doing business as: IMZ CONCRETE PUMPING 37739 CARDIFF ST PALMDALE, CA. 93550. Full name of registrant(s) is (are) IGNACIO ZAZUETA MOLINA 6452 ATLAS WAY PALMDALE, CA. 938552. This Business is conducted by: INDIVIDUAL. Signed: IGNACIO ZAZUETA MOLINA, OWNER. This statement was filed with the County Clerk of Los Angeles County on 11/13/2019. The registrant(s) has (have) commenced to transact business under the fictitious business name or names listed above on 11/2019. NOTICE- This Fictitious Name Statement expires five years from the date it was filed in the office of the County Clerk. A new Fictitious Business Name Statement must be filed prior to that date. The filing of this statement does not of itself authorize the use in this state of a Fictitious Business Name in violation of the rights of another under Federal, State, or common law (See section 14411 et seq. Business and Professions Code) — [235, 1306, 456, 1481]
notice-header-line: FICTITIOUS BUSINESS NAME STATEMENT — [235, 1047, 407, 1058]
notice-publish-line: Publish: ES Mountain Views News — [235, 2443, 359, 2453]
notice-header-line: File No. 2019298413 — [462, 2102, 538, 2112]
notice-publish-line: Nov 16, 23, 30, Dec 7, 2019 — [235, 1998, 335, 2009]
notice-header-line: File No. 2019299795 — [235, 1057, 310, 1068]
notice-body: The following person(s) is (are) doing business as: IMZ CONCRETE PUMPING 37739 CARDIFF ST PALMDALE, CA. 93550. Full name of registrant(s) is (are) IGNACIO ZAZUETA MOLINA 6452 ATLAS WAY PALMDALE, CA. 938552. This Business is conducted by: INDIVIDUAL. Signed: IGNACIO ZAZUETA MOLINA, OWNER. This statement was filed with the County Clerk of Los Angeles County on 11/13/2019. The registrant(s) has (have) commenced to transact business under the fictitious business name or names listed above on 11/2019. NOTICE- This Fictitious Name Statement expires five years from the date it was filed in the office of the County Clerk. A new Fictitious Business Name Statement must be filed prior to that date. The filing of this statement does not of itself authorize the use in this state of a Fictitious Business Name in violation of the rights of another under Federal, State, or common law (See section 14411 et seq. Business and Professions Code) — [916, 478, 1137, 654]
legal-notice — [689, 137, 909, 375]
notice-header-line: FICTITIOUS BUSINESS NAME STATEMENT — [916, 458, 1089, 469]
notice-body: The following person(s) is (are) doing business as: TAO ESSENCE 327 S KENMORE AVE #204, LOS ANGELES, CA. 90020. Full name of registrant(s) is (are) THAO LE PHUONG 327 S KENMORE AVE #204, LOS ANGELES, CA. 90020. This Business is conducted by: INDIVIDUAL. Signed: THAO LE PHUONG, OWNER. This statement was filed with the County Clerk of Los Angeles County on 11/14/2019. The registrant(s) has (have) commenced to transact business under the fictitious business name or names listed above on 04/2019. NOTICE- This Fictitious Name Statement expires five years from the date it was filed in the office of the County Clerk. A new Fictitious Business Name Statement must be filed prior to that date. The filing of this statement does not of itself authorize the use in this state of a Fictitious Business Name in violation of the rights of another under Federal, State, or common law (See section 14411 et seq. Business and Professions Code) — [235, 86, 683, 2536]
notice-publish-line: Nov 16, 23, 30, Dec 7, 2019 — [916, 1998, 1016, 2009]
legal-notice — [8, 1895, 228, 2029]
notice-publish-line: Dates Pub: NOV 09, 16, 23, 30, 2019 — [689, 2267, 821, 2278]
notice-header-line: File No. 2019296691 — [8, 1450, 83, 1460]
notice-body: Signed: ELIZABETH QUINTANA SALAZAR , OWNERof Los Angeles County on 11/08/2019. The registrant(s) has (have) commenced to transact business under the fictitious business name or names listed above on 09/2007 NOTICE- This Fictitious Name Statement expires five years from the date it was filed in the office of the County Clerk. A new Fictitious Business Name Statement must be filed prior to that date. The filing of this statement does not of itself authorize the use in this state of a Fictitious Business Name in violation of the rights of another under Federal, State, or common law (See section 14411 et seq. Business and Professions Code) — [689, 1068, 910, 1182]
notice-publish-line: Dates Pub: NOV 09, 16, 23, 30, 2019 — [462, 995, 594, 1005]
legal-notice — [917, 1420, 1137, 1636]
notice-body: The following person(s) is (are) doing business as: PYRAMID CONSTRUCTION 4443 PAMPAS RD WOODLAND HILLS, CA. 91364. Full name of registrant(s) is (are) MOHAMMAD ADELI 4443 PAMPAS RD WOODLAND HILLS, CA. 91364. This Business is conducted by: INDIVIDUAL. Signed: MOHAMMAD ADELI, OWNER. This statement was filed with the County Clerk of Los Angeles County on 11/12/2019. The registrant(s) has (have) commenced to transact business under the fictitious business name or names listed above on 11/2019. NOTICE- This Fictitious Name Statement expires five years from the date it was filed in the office of the County Clerk. A new Fictitious Business Name Statement must be filed prior to that date. The filing of this statement does not of itself authorize the use in this state of a Fictitious Business Name in violation of the rights of another under Federal, State, or common law (See section 14411 et seq. Business and Professions Code) — [235, 2267, 456, 2443]
notice-body: The following person(s) is (are) doing business as: IMZ CONCRETE PUMPING 37739 CARDIFF ST PALMDALE, CA. 93550. Full name of registrant(s) is (are) IGNACIO ZAZUETA MOLINA 6452 ATLAS WAY PALMDALE, CA. 938552. This Business is conducted by: INDIVIDUAL. Signed: IGNACIO ZAZUETA MOLINA, OWNER. This statement was filed with the County Clerk of Los Angeles County on 11/13/2019. The registrant(s) has (have) commenced to transact business under the fictitious business name or names listed above on 11/2019. NOTICE- This Fictitious Name Statement expires five years from the date it was filed in the office of the County Clerk. A new Fictitious Business Name Statement must be filed prior to that date. The filing of this statement does not of itself authorize the use in this state of a Fictitious Business Name in violation of the rights of another under Federal, State, or common law (See section 14411 et seq. Business and Professions Code) — [462, 2112, 683, 2288]
notice-header-line: FICTITIOUS BUSINESS NAME STATEMENT — [8, 1440, 180, 1451]
notice-header-line: 2019-283633 — [462, 1482, 510, 1492]
notice-body: The following person(s) is (are) doing business as: ALL AMERICAN DETOX CENTER 20706 CLARENDON ST, WOODLAND HILLS, CA 91367. Full name of registrant(s) is (are) AMERICAN ADDICTION TREATMENT CENTER, INC. 20706 CLARENDON ST, WOODLAND HILLS, CA 91367. This Business is conducted by: CORPORATION. Signed: AMERICAN ADDICTION TREATMENT CENTER, INC, HENRY OGANESYAN, CEO. This statement was filed with the County Clerk of Los Angeles County on 11/14/2019. The registrant(s) has (have) commenced to transact business under the fictitious business name or names listed above on 11/2019. NOTICE- This Fictitious Name Statement expires five years from the date it was filed in the office of the County Clerk. A new Fictitious Business Name Statement must be filed prior to that date. The filing of this statement does not of itself authorize the use in this state of a Fictitious Business Name in violation of the rights of another under Federal, State, or common law (See section 14411 et seq. Business and Professions Code) — [916, 965, 1137, 1160]
notice-publish-line: Publish: ED Mountain Views News — [8, 1181, 133, 1192]
legal-notice — [8, 1440, 228, 1656]
notice-header-line: FICTITIOUS BUSINESS NAME STATEMENT File No. 2019-283602 — [462, 1016, 666, 1038]
notice-header-line: 2019-283333 — [462, 1243, 510, 1254]
notice-publish-line: Dates Pub: NOV 09, 16, 23, 30, 2019 — [235, 643, 367, 654]
notice-body: The following person(s) is (are) doing business as: MARYBELLE, THE MARYBELLE CO., CURVE ESSENTIALS, 2312 E. 38TH ST., VERNON, CA 90058. Full name of registrant(s) is (are) YOUNG STUDIO LLC, 4015 LEEWARD AVE, LOS ANGELES, CA 90005. This Business is conducted by: A LIMITED LIABILITY COMPANY. Signed; ESTER B. KIM. This statement was filed with the County Clerk of Los Angeles County on 10/25/19. The registrant(s) has (have) commenced to transact business under the fictitious business name or names listed above on 09/2019. NOTICE- This Fictitious Name Statement expires five years from the date it was filed in the office of the County Clerk. A new Fictitious Business Name Statement must be filed prior to that date. The filing of this statement does not of itself authorize the use in this state of a Fictitious Business Name in violation of the rights of another under Federal, State, or common law (See section 14411 et seq. Business and Professions Code)Publish: Mountain Views News — [689, 1233, 910, 1420]
notice-body: The following person(s) is (are) doing business as: MARYBELLE, THE MARYBELLE CO., CURVE ESSENTIALS, 2312 E. 38TH ST., VERNON, CA 90058. Full name of registrant(s) is (are) YOUNG STUDIO LLC, 4015 LEEWARD AVE, LOS ANGELES, CA 90005. This Business is conducted by: A LIMITED LIABILITY COMPANY. Signed; ESTER B. KIM. This statement was filed with the County Clerk of Los Angeles County on 10/25/19. The registrant(s) has (have) commenced to transact business under the fictitious business name or names listed above on 09/2019. NOTICE- This Fictitious Name Statement expires five years from the date it was filed in the office of the County Clerk. A new Fictitious Business Name Statement must be filed prior to that date. The filing of this statement does not of itself authorize the use in this state of a Fictitious Business Name in violation of the rights of another under Federal, State, or common law (See section 14411 et seq. Business and Professions Code)Publish: Mountain Views News — [8, 2061, 229, 2247]
notice-publish-line: Publish: ES Mountain Views News — [8, 447, 132, 458]
notice-header-line: File No. 2019299602 — [8, 974, 83, 985]
legal-notice — [1144, 1027, 1364, 1254]
notice-publish-line: Dates Pub: NOV 09, 16, 23, 30, 2019 — [235, 1026, 367, 1037]
notice-publish-line: Dates Pub: NOV 09, 16, 23, 30, 2019 — [1143, 1005, 1276, 1016]
notice-header-line: File No. 2019300614 — [8, 1678, 83, 1688]
notice-publish-line: Dates Pub: NOV 09, 16, 23, 30, 2019 — [462, 602, 594, 613]
notice-publish-line: Dates Pub: NOV 09, 16, 23, 30, 2019 — [1143, 385, 1276, 396]
legal-notice — [8, 706, 228, 954]
notice-body: The following person(s) is (are) doing business as: ALL AMERICAN DETOX CENTER 20706 CLARENDON ST, WOODLAND HILLS, CA 91367. Full name of registrant(s) is (are) AMERICAN ADDICTION TREATMENT CENTER, INC. 20706 CLARENDON ST, WOODLAND HILLS, CA 91367. This Business is conducted by: CORPORATION. Signed: AMERICAN ADDICTION TREATMENT CENTER, INC, HENRY OGANESYAN, CEO. This statement was filed with the County Clerk of Los Angeles County on 11/14/2019. The registrant(s) has (have) commenced to transact business under the fictitious business name or names listed above on 11/2019. NOTICE- This Fictitious Name Statement expires five years from the date it was filed in the office of the County Clerk. A new Fictitious Business Name Statement must be filed prior to that date. The filing of this statement does not of itself authorize the use in this state of a Fictitious Business Name in violation of the rights of another under Federal, State, or common law (See section 14411 et seq. Business and Professions Code) — [689, 158, 910, 355]
notice-publish-line: Publish: ES Mountain Views News — [916, 654, 1041, 664]
notice-body: The following person(s) is (are) doing business as: CYBER X, 11045 ATLANTIC AVE, LYNWOOD, CA 90262. Full name of registrant(s) is (are) JOSEPH MIRAMONTES, 11045 ATLANTIC AVE, LYNWOOD, CA 90262. This Business is conducted by: AN INDIVIDUAL. Signed; JOSEPH MIRAMONTES. This statement was filed with the County Clerk of Los Angeles County on 10/28/19. The registrant(s) has (have) commenced to transact business under the fictitious business name or names listed above on N/A. NOTICE- This Fictitious Name Statement expires five years from the date it was filed in the office of the County Clerk. A new Fictitious Business Name Statement must be filed prior to that date. The filing of this statement does not of itself authorize the use in this state of a Fictitious Business Name in violation of the rights of another under Federal, State, or common law (See section 14411 et seq. Business and Professions Code)Publish: Mountain Views News — [462, 1037, 683, 1213]
notice-header-line: FICTITIOUS BUSINESS NAME STATEMENT — [462, 1854, 634, 1865]
notice-publish-line: Dates Pub: NOV 09, 16, 23, 30, 2019 — [235, 405, 367, 416]
notice-header-line: File No. 2019300614 — [689, 851, 765, 861]
notice-publish-line: Nov 16, 23, 30, Dec 7, 2019 — [8, 685, 107, 696]
legal-notice — [462, 397, 682, 613]
notice-header-line: File No. 2019298413 — [8, 488, 83, 499]
legal-notice — [917, 1648, 1137, 1864]
footer-website: Website: www.mtnviewsnews.com — [1147, 2552, 1366, 2568]
notice-body: The following person(s) is (are) doing business as: TAO ESSENCE 327 S KENMORE AVE #204, LOS ANGELES, CA. 90020. Full name of registrant(s) is (are) THAO LE PHUONG 327 S KENMORE AVE #204, LOS ANGELES, CA. 90020. This Business is conducted by: INDIVIDUAL. Signed: THAO LE PHUONG, OWNER. This statement was filed with the County Clerk of Los Angeles County on 11/14/2019. The registrant(s) has (have) commenced to transact business under the fictitious business name or names listed above on 04/2019. NOTICE- This Fictitious Name Statement expires five years from the date it was filed in the office of the County Clerk. A new Fictitious Business Name Statement must be filed prior to that date. The filing of this statement does not of itself authorize the use in this state of a Fictitious Business Name in violation of the rights of another under Federal, State, or common law (See section 14411 et seq. Business and Professions Code) — [689, 861, 910, 1037]
notice-header-line: File No. 2019299795 — [462, 1864, 538, 1875]
notice-header-line: FICTITIOUS BUSINESS NAME STATEMENT — [462, 2319, 634, 2330]
notice-body: The following person(s) is (are) doing business as: GOMEZ TILE & MATERIAL SUPPLIER 14734 FRIAR ST APT 1, VAN NUYS, CA. 91411. Full name of registrant(s) is (are) MARLON GEOVANY GOMEZ JUAREZ 14734 FRIAR ST APT 1, VAN NUYS, CA. 91411. This Business is conducted by: INDIVIDUAL. Signed: MARLON GEOVANY GOMEZ JUAREZ, OWNER. This statement was filed with the County Clerk of Los Angeles County on 11/08/2019. The registrant(s) has (have) commenced to transact business under the fictitious business name or names listed above on 06/2012. NOTICE- This Fictitious Name Statement expires five years from the date it was filed in the office of the County Clerk. A new Fictitious Business Name Statement must be filed prior to that date. The filing of this statement does not of itself authorize the use in this state of a Fictitious Business Name in violation of the rights of another under Federal, State, or common law (See section 14411 et seq. Business and Professions Code) — [916, 1212, 1137, 1388]
notice-publish-line: Nov 16, 23, 30, Dec 7, 2019 — [916, 1398, 1016, 1409]
legal-notice — [917, 458, 1137, 674]
notice-publish-line: Dates Pub: NOV 09, 16, 23, 30, 2019 — [235, 860, 367, 871]
notice-publish-line: Publish: ED Mountain Views News — [235, 2215, 361, 2225]
notice-publish-line: Dates Pub: NOV 09, 16, 23, 30, 2019 — [462, 1667, 594, 1678]
notice-publish-line: Publish: ES Mountain Views News — [235, 1254, 359, 1265]
